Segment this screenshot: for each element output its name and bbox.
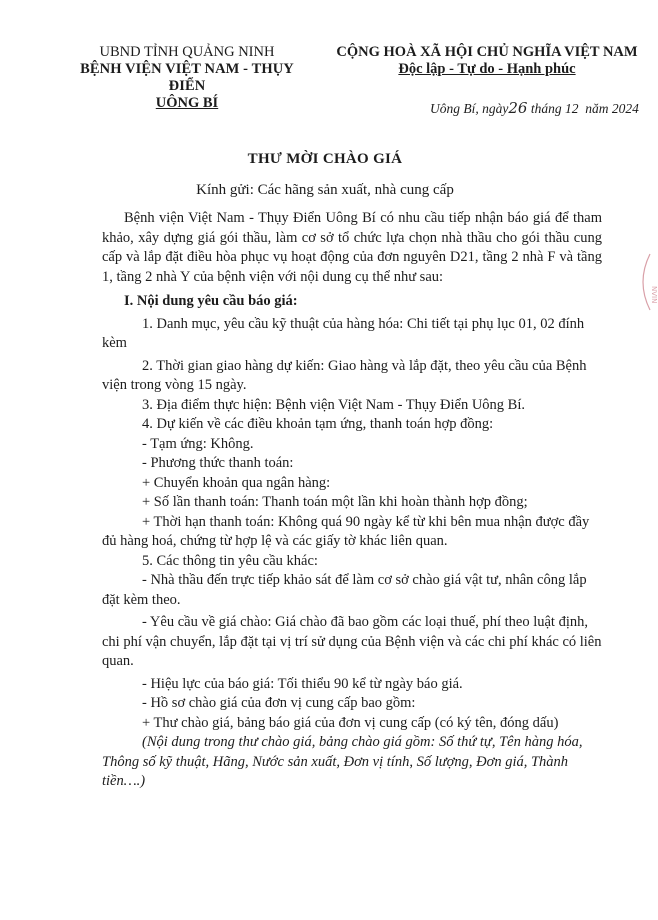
document-body (102, 209, 602, 792)
stamp-mark (628, 252, 658, 312)
item-5-survey: - Nhà thầu đến trực tiếp khảo sát để làm cơ sở chào giá vật tư, nhân công lắp đặt kèm theo. (102, 572, 587, 608)
organization-header (62, 44, 312, 112)
salutation: Kính gửi: Các hãng sản xuất, nhà cung cấp (196, 182, 454, 198)
item-5-quotation-letter: + Thư chào giá, bảng báo giá của đơn vị cung cấp (có ký tên, đóng dấu) (142, 714, 559, 731)
item-4: 4. Dự kiến về các điều khoản tạm ứng, thanh toán hợp đồng: (142, 416, 494, 432)
document-title: THƯ MỜI CHÀO GIÁ (247, 151, 403, 167)
date-line (430, 99, 639, 117)
date-year: năm 2024 (585, 101, 639, 116)
svg-text:NVIN: NVIN (650, 286, 658, 304)
section-heading: I. Nội dung yêu cầu báo giá: (124, 293, 298, 309)
item-5-note: (Nội dung trong thư chào giá, bảng chào giá gồm: Số thứ tự, Tên hàng hóa, Thông số kỹ thuật, Hãng, Nước sản xuất, Đơn vị tính, Số lượng, Đơn giá, Thành tiền….) (102, 734, 583, 789)
item-4-payment-method: - Phương thức thanh toán: (142, 455, 294, 471)
motto: Độc lập - Tự do - Hạnh phúc (398, 61, 576, 77)
national-motto (328, 44, 646, 78)
item-5-price-requirement: - Yêu cầu về giá chào: Giá chào đã bao gồm các loại thuế, phí theo luật định, chi phí vận chuyển, lắp đặt tại vị trí sử dụng của Bệnh viện và các chi phí khác có liên quan. (102, 614, 602, 669)
org-name: BỆNH VIỆN VIỆT NAM - THỤY ĐIỂN (80, 61, 294, 94)
country-name: CỘNG HOÀ XÃ HỘI CHỦ NGHĨA VIỆT NAM (336, 44, 638, 60)
item-5-dossier: - Hồ sơ chào giá của đơn vị cung cấp bao gồm: (142, 695, 416, 711)
date-day: 26 (508, 99, 528, 117)
item-5-validity: - Hiệu lực của báo giá: Tối thiểu 90 kể từ ngày báo giá. (142, 675, 463, 692)
item-4-advance: - Tạm ứng: Không. (142, 435, 254, 452)
item-5: 5. Các thông tin yêu cầu khác: (142, 552, 318, 569)
date-prefix: Uông Bí, ngày (430, 101, 509, 116)
date-month: tháng 12 (530, 101, 579, 116)
item-2: 2. Thời gian giao hàng dự kiến: Giao hàng và lắp đặt, theo yêu cầu của Bệnh viện trong vòng 15 ngày. (102, 357, 587, 393)
org-name-city: UÔNG BÍ (155, 95, 219, 111)
item-4-payment-term: + Thời hạn thanh toán: Không quá 90 ngày kể từ khi bên mua nhận được đầy đủ hàng hoá, chứng từ hợp lệ và các giấy tờ khác liên quan. (102, 513, 590, 549)
item-1: 1. Danh mục, yêu cầu kỹ thuật của hàng hóa: Chi tiết tại phụ lục 01, 02 đính kèm (102, 315, 585, 351)
item-3: 3. Địa điểm thực hiện: Bệnh viện Việt Nam - Thụy Điển Uông Bí. (142, 396, 525, 413)
intro-paragraph: Bệnh viện Việt Nam - Thụy Điển Uông Bí có nhu cầu tiếp nhận báo giá để tham khảo, xây dựng giá gói thầu, làm cơ sở tổ chức lựa chọn nhà thầu cho gói thầu cung cấp và lắp đặt điều hòa phục vụ hoạt động của đơn nguyên D21, tầng 2 nhà F và tầng 1, tầng 2 nhà Y của bệnh viện với nội dung cụ thể như sau: (102, 210, 602, 285)
org-parent: UBND TỈNH QUẢNG NINH (99, 44, 275, 60)
item-4-installments: + Số lần thanh toán: Thanh toán một lần khi hoàn thành hợp đồng; (142, 494, 528, 510)
item-4-transfer: + Chuyển khoản qua ngân hàng: (142, 474, 331, 491)
